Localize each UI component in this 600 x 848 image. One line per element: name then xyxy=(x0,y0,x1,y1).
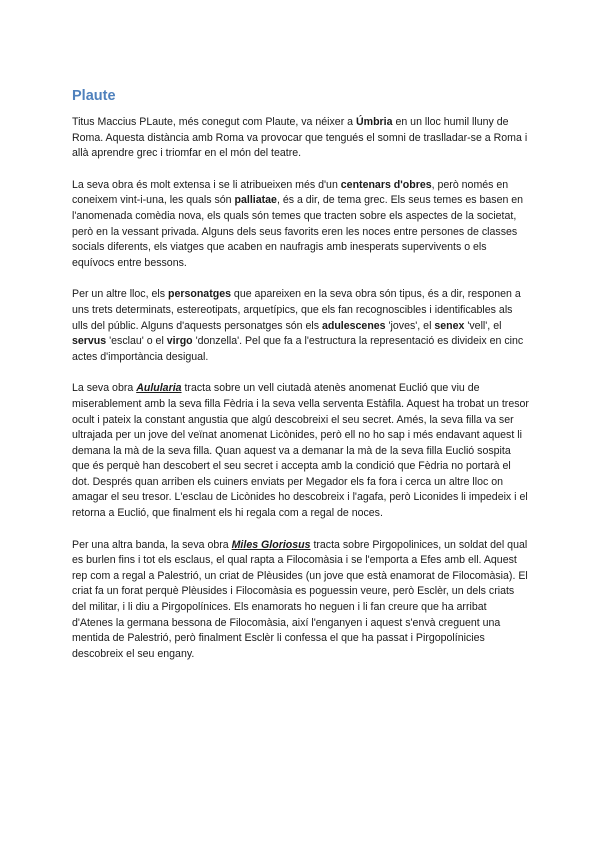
text-run: tracta sobre un vell ciutadà atenès anomenat Euclió que viu de miserablement amb la seva filla Fèdria i la seva vella serventa Estàfila. Aquest ha trobat un tresor ocult i pateix la constant angustia que algú descobreixi el seu secret. Amés, la seva filla va ser ultrajada per un jove del veïnat anomenat Licònides, però ell no ho sap i més endavant aquest li demana la mà de la seva filla. Quan aquest va a demanar la mà de la seva filla Euclió sospita que és perquè han descobert el seu secret i accepta amb la condició que Fèdria no portarà el dot. Després quan arriben els cuiners enviats per Megador els fa fora i cerca un altre lloc on amagar el seu tresor. L'esclau de Licònides ho descobreix i l'agafa, però Liconides li impedeix i el retorna a Euclió, que finalment els hi regala com a regal de noces. xyxy=(72,382,529,520)
paragraph-characters xyxy=(72,287,530,365)
bold-term-umbria: Úmbria xyxy=(356,116,393,128)
text-run: 'vell', el xyxy=(464,319,502,332)
text-run: tracta sobre Pirgopolinices, un soldat del qual es burlen fins i tot els esclaus, el qual rapta a Filocomàsia i se l'emporta a Efes amb ell. Aquest rep com a regal a Palestrió, un criat de Plèusides (un jove que està enamorat de Filocomàsia). El criat fa un forat perquè Plèusides i Filocomàsia es poguessin veure, però Esclèr, un dels criats del militar, i li diu a Pirgopolínices. Els enamorats ho neguen i li fan creure que ha arribat d'Atenes la germana bessona de Filocomàsia, així l'enganyen i aquest s'envà creguent una mentida de Palestrió, però finalment Esclèr li confessa el que ha passat i Pirgopolínicies descobreix el seu engany. xyxy=(72,538,528,660)
text-run: 'donzella'. Pel que fa a l'estructura la representació es divideix en cinc actes d'importància desigual. xyxy=(72,335,524,363)
text-run: que apareixen en la seva obra són tipus, és a dir, responen a uns trets determinats, estereotipats, arquetípics, que els fan recognoscibles i identificables als ulls del públic. Alguns d'aquests personatges són els xyxy=(72,288,521,332)
bold-term-palliatae: palliatae xyxy=(234,194,277,207)
paragraph-origins xyxy=(72,115,530,162)
text-run: en un lloc humil lluny de Roma. Aquesta distància amb Roma va provocar que tengués el somni de traslladar-se a Roma i allà aprendre grec i triomfar en el món del teatre. xyxy=(72,116,528,160)
bold-term-adulescenes: adulescenes xyxy=(321,319,386,332)
text-run: 'joves', el xyxy=(385,319,435,332)
bold-term-virgo: virgo xyxy=(166,335,193,348)
text-run: , és a dir, de tema grec. Els seus temes es basen en l'anomenada comèdia nova, els quals són temes que tracten sobre els aspectes de la societat, però en la vessant privada. Alguns dels seus favorits eren les noces entre persones de classes socials diferents, els viatges que acaben en naufragis amb inesperats supervivents o els equívocs entre bessons. xyxy=(72,194,524,269)
text-run: La seva obra xyxy=(72,382,137,395)
work-title-miles-gloriosus: Miles Gloriosus xyxy=(231,538,311,551)
text-run: 'esclau' o el xyxy=(106,335,167,348)
text-run: Per una altra banda, la seva obra xyxy=(72,538,232,551)
bold-term-senex: senex xyxy=(434,319,465,332)
work-title-aulularia: Aulularia xyxy=(136,382,182,395)
paragraph-miles-gloriosus xyxy=(72,538,530,663)
bold-term-centenars: centenars d'obres xyxy=(340,178,432,191)
text-run: , però només en coneixem vint-i-una, les quals són xyxy=(72,178,509,207)
document-page xyxy=(72,86,530,678)
paragraph-works xyxy=(72,178,530,272)
text-run: Titus Maccius PLaute, més conegut com Plaute, va néixer a xyxy=(72,116,357,128)
bold-term-servus: servus xyxy=(72,335,107,348)
text-run: Per un altre lloc, els xyxy=(72,288,168,301)
text-run: La seva obra és molt extensa i se li atribueixen més d'un xyxy=(72,178,341,191)
document-title: Plaute xyxy=(72,88,116,104)
paragraph-aulularia xyxy=(72,381,530,521)
bold-term-personatges: personatges xyxy=(167,288,231,301)
